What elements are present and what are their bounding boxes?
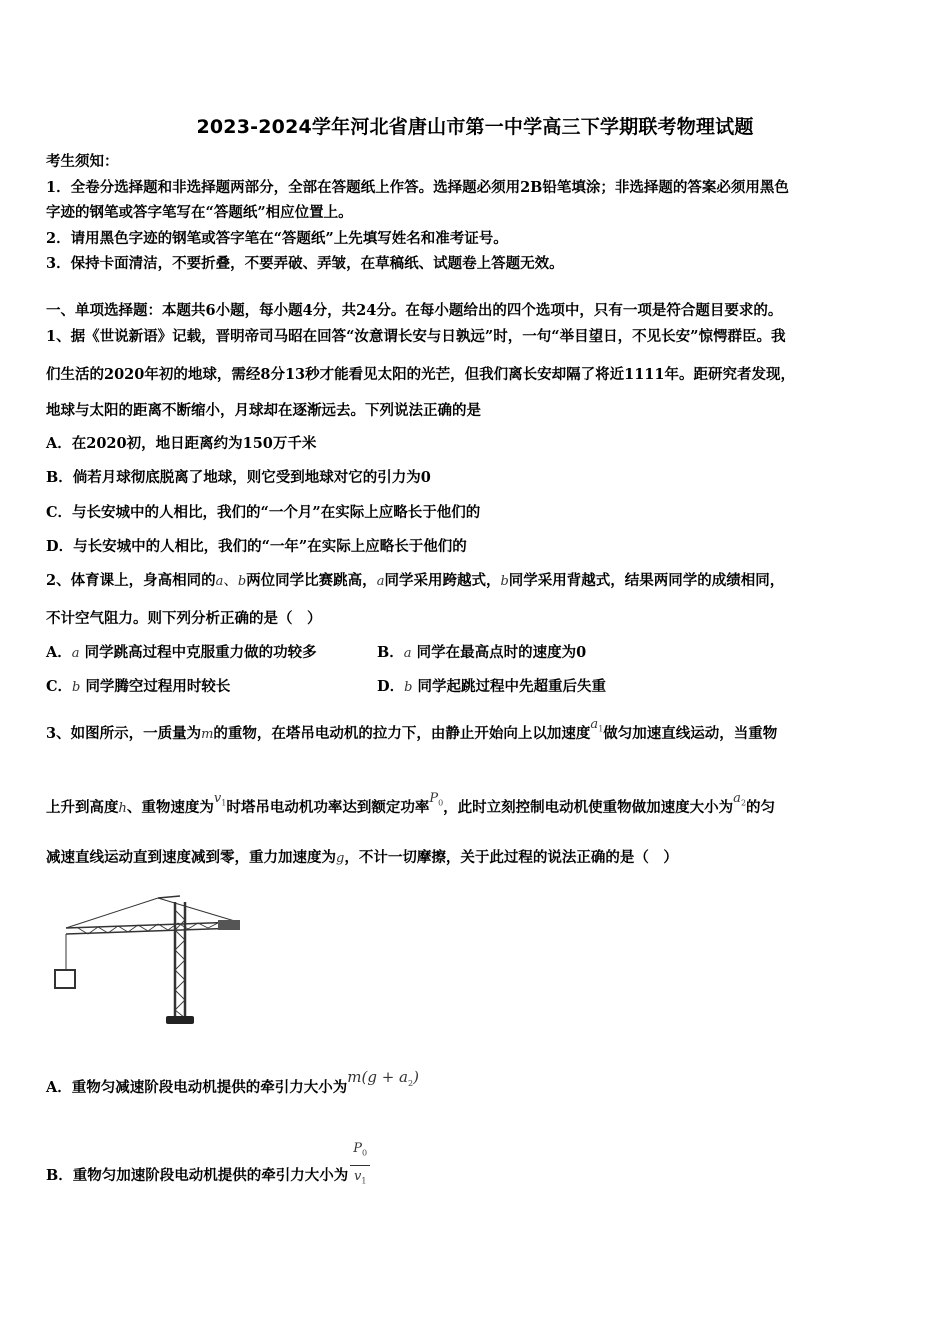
q2-option-a [46, 643, 317, 664]
q3-var-h: h [118, 801, 127, 816]
counterweight [218, 920, 240, 930]
notice-line-1b: 字迹的钢笔或答字笔写在“答题纸”相应位置上。 [46, 204, 353, 221]
q2-a-text: 同学跳高过程中克服重力做的功较多 [84, 644, 317, 661]
q2-d-var: b [404, 680, 413, 695]
q3-text-4: 上升到高度 [46, 799, 119, 816]
q2-c-var: b [72, 680, 81, 695]
q2-text-1: 2、体育课上，身高相同的 [46, 572, 216, 589]
q3-a-text: A．重物匀减速阶段电动机提供的牵引力大小为 [46, 1079, 348, 1096]
section-heading: 一、单项选择题：本题共6小题，每小题4分，共24分。在每小题给出的四个选项中，只有一项是符合题目要求的。 [46, 302, 783, 319]
q3-stem-1 [46, 717, 778, 750]
q3-a-formula-subscript: 2 [407, 1079, 414, 1088]
q2-var-a: a [215, 574, 224, 589]
q3-b-text: B．重物匀加速阶段电动机提供的牵引力大小为 [46, 1167, 349, 1185]
denominator-symbol: v [353, 1168, 362, 1184]
q2-var-b-2: b [500, 574, 509, 589]
q3-option-b [46, 1141, 370, 1202]
q3-var-a2 [733, 791, 746, 806]
q3-a-formula [347, 1068, 419, 1086]
q3-stem-3 [46, 848, 678, 869]
numerator-symbol: P [353, 1141, 363, 1156]
q3-var-v1 [214, 791, 226, 806]
q3-text-1: 3、如图所示，一质量为 [46, 725, 202, 742]
notice-heading: 考生须知： [46, 153, 119, 170]
q2-text-4: 同学采用背越式，结果两同学的成绩相同， [508, 572, 785, 589]
fraction-denominator [350, 1166, 370, 1192]
notice-line-1: 1．全卷分选择题和非选择题两部分，全部在答题纸上作答。选择题必须用2B铅笔填涂；非选择题的答案必须用黑色 [46, 179, 789, 196]
q3-text-6: 时塔吊电动机功率达到额定功率 [226, 799, 430, 816]
q2-b-var: a [403, 646, 412, 661]
q2-a-label: A． [46, 644, 72, 661]
q3-a-formula-body: m(g + a [347, 1068, 408, 1086]
q3-var-a1 [590, 717, 603, 732]
q2-c-text: 同学腾空过程用时较长 [85, 678, 231, 695]
q3-text-5: 、重物速度为 [126, 799, 214, 816]
denominator-subscript: 1 [361, 1176, 367, 1186]
notice-line-3: 3．保持卡面清洁，不要折叠，不要弄破、弄皱，在草稿纸、试题卷上答题无效。 [46, 255, 564, 272]
q2-text-2: 两位同学比赛跳高， [246, 572, 377, 589]
q2-c-label: C． [46, 678, 73, 695]
q3-text-8: 的匀 [746, 799, 776, 816]
q3-a-formula-end: ) [413, 1068, 419, 1086]
numerator-subscript: 0 [362, 1148, 368, 1158]
q3-var-p0 [429, 791, 443, 806]
q1-stem-2: 们生活的2020年初的地球，需经8分13秒才能看见太阳的光芒，但我们离长安却隔了将近1111年。距研究者发现， [46, 366, 795, 383]
q1-option-c: C．与长安城中的人相比，我们的“一个月”在实际上应略长于他们的 [46, 504, 481, 521]
q1-option-a: A．在2020初，地日距离约为150万千米 [46, 435, 317, 452]
q3-var-g: g [336, 851, 345, 866]
q2-b-text: 同学在最高点时的速度为0 [416, 644, 587, 661]
q2-d-text: 同学起跳过程中先超重后失重 [417, 678, 606, 695]
q3-text-10: ，不计一切摩擦，关于此过程的说法正确的是（ ） [344, 849, 678, 866]
q3-option-a [46, 1068, 419, 1104]
q2-stem-2: 不计空气阻力。则下列分析正确的是（ ） [46, 610, 322, 627]
q3-text-9: 减速直线运动直到速度减到零，重力加速度为 [46, 849, 336, 866]
q2-a-var: a [71, 646, 80, 661]
exam-title: 2023-2024学年河北省唐山市第一中学高三下学期联考物理试题 [196, 116, 754, 138]
crane-base [166, 1016, 194, 1024]
q1-stem-1: 1、据《世说新语》记载，晋明帝司马昭在回答“汝意谓长安与日孰远”时，一句“举目望日，不见长安”惊愕群臣。我 [46, 328, 786, 345]
q2-var-a-2: a [376, 574, 385, 589]
q2-var-b: b [237, 574, 247, 589]
q1-option-d: D．与长安城中的人相比，我们的“一年”在实际上应略长于他们的 [46, 538, 467, 555]
q3-var-m: m [201, 727, 214, 742]
q3-text-7: ，此时立刻控制电动机使重物做加速度大小为 [443, 799, 734, 816]
q3-a1-symbol: a [590, 717, 599, 732]
notice-line-2: 2．请用黑色字迹的钢笔或答字笔在“答题纸”上先填写姓名和准考证号。 [46, 230, 508, 247]
q2-sep: 、 [223, 573, 238, 589]
q3-a2-subscript: 2 [740, 798, 747, 808]
q2-text-3: 同学采用跨越式， [384, 572, 501, 589]
q1-option-b: B．倘若月球彻底脱离了地球，则它受到地球对它的引力为0 [46, 469, 431, 486]
q2-stem-1 [46, 571, 784, 592]
q2-option-c [46, 677, 230, 698]
q2-option-d [377, 677, 606, 698]
q2-d-label: D． [377, 678, 405, 695]
q3-a2-symbol: a [733, 791, 741, 806]
q3-v1-subscript: 1 [221, 798, 227, 808]
tower-crane-figure [48, 890, 248, 1030]
q2-option-b [377, 643, 586, 664]
q3-stem-2 [46, 791, 776, 824]
q3-a1-subscript: 1 [598, 724, 604, 734]
fraction-numerator [350, 1139, 370, 1166]
q3-v1-symbol: v [213, 791, 222, 806]
q1-stem-3: 地球与太阳的距离不断缩小，月球却在逐渐远去。下列说法正确的是 [46, 402, 481, 419]
q2-b-label: B． [377, 644, 404, 661]
q3-p0-symbol: P [429, 791, 439, 806]
q3-text-3: 做匀加速直线运动，当重物 [603, 725, 778, 742]
q3-p0-subscript: 0 [438, 798, 444, 808]
q3-text-2: 的重物，在塔吊电动机的拉力下，由静止开始向上以加速度 [213, 725, 591, 742]
q3-b-fraction [350, 1139, 370, 1191]
